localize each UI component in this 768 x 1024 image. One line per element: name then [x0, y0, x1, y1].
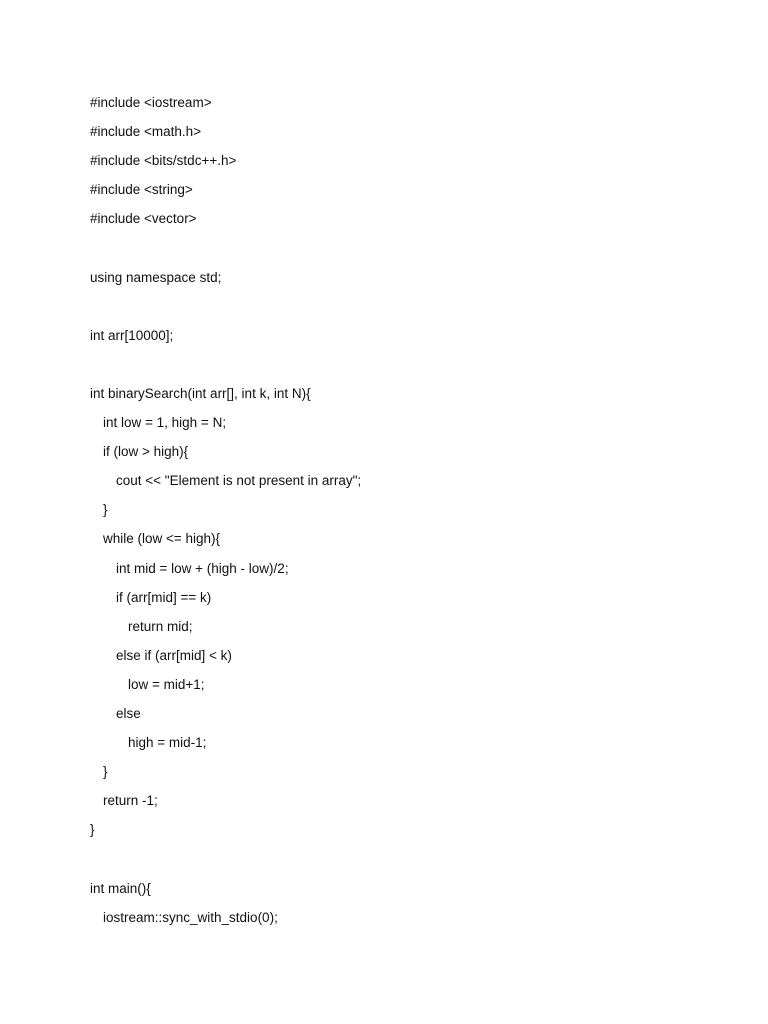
code-block	[90, 88, 730, 932]
code-line: iostream::sync_with_stdio(0);	[103, 909, 278, 925]
code-line: cout << "Element is not present in array";	[116, 473, 362, 489]
code-line: }	[103, 502, 108, 518]
code-line: if (arr[mid] == k)	[116, 589, 212, 605]
code-line: return mid;	[128, 618, 193, 634]
code-line: int mid = low + (high - low)/2;	[116, 560, 289, 576]
blank-line	[90, 844, 730, 873]
code-line: #include <vector>	[90, 211, 197, 227]
code-line: using namespace std;	[90, 269, 222, 285]
code-line: #include <math.h>	[90, 124, 202, 140]
code-line: if (low > high){	[103, 444, 189, 460]
code-line: return -1;	[103, 793, 158, 809]
code-line: #include <bits/stdc++.h>	[90, 153, 237, 169]
code-line: else if (arr[mid] < k)	[116, 647, 232, 663]
code-line: int main(){	[90, 880, 151, 896]
code-line: high = mid-1;	[128, 735, 207, 751]
code-line: low = mid+1;	[128, 676, 205, 692]
code-line: while (low <= high){	[103, 531, 221, 547]
code-line: int low = 1, high = N;	[103, 415, 227, 431]
blank-line	[90, 350, 730, 379]
code-line: #include <iostream>	[90, 95, 212, 110]
code-line: }	[90, 822, 95, 838]
code-line: #include <string>	[90, 182, 193, 198]
code-line: int binarySearch(int arr[], int k, int N){	[90, 385, 311, 401]
code-line: int arr[10000];	[90, 327, 174, 343]
blank-line	[90, 292, 730, 321]
code-line: }	[103, 764, 108, 780]
blank-line	[90, 233, 730, 262]
code-line: else	[116, 705, 141, 721]
